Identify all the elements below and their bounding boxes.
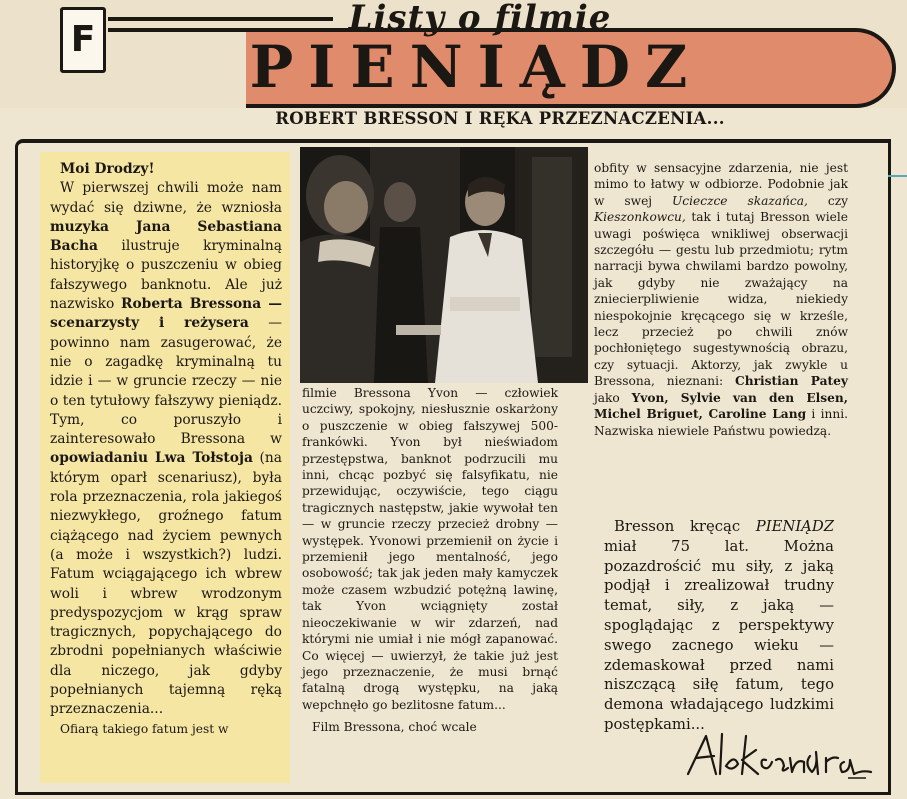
text-run: W pierwszej chwili może nam wydać się dziwne, że wzniosła (50, 180, 282, 216)
italic-title: Kieszonkowcu, (594, 210, 686, 225)
paragraph (604, 517, 834, 735)
paragraph: Ofiarą takiego fatum jest w (60, 721, 229, 736)
text-run: (na którym oparł scenariusz), była rola przeznaczenia, rola jakiegoś niezwykłego, groźnego fatum ciążącego nad życiem pewnych (a może i wszystkich?) ludzi. Fatum wciągającego ich wbrew woli i wbrew wrodzonym predyspozycjom w krąg spraw tragicznych, popychającego do zbrodni popełnianych właściwie dla niczego, jak gdyby popełnianych tajemną ręką przeznaczenia... (50, 450, 282, 718)
text-run: miał 75 lat. Można pozazdrościć mu siły, z jaką podjął i zrealizował trudny temat, siły, z jaką — spoglądając z perspektywy swego zacnego wieku — zdemaskował przed nami niszczącą siłę fatum, tego demona władającego ludzkimi postępkami... (604, 537, 834, 733)
section-letter-box: F (60, 7, 106, 73)
italic-title: Ucieczce skazańca, (672, 193, 808, 208)
text-run: jako (594, 390, 632, 405)
bold-phrase: muzyka Jana Sebastiana Bacha (50, 218, 282, 255)
film-still-photo (300, 147, 588, 383)
bold-phrase: Yvon, Sylvie van den Elsen, Michel Briguet, Caroline Lang (594, 390, 848, 422)
bold-phrase: opowiadaniu Lwa Tołstoja (50, 450, 253, 467)
text-run: czy (807, 193, 848, 208)
bold-phrase: Roberta Bressona — scenarzysty i reżysera (50, 296, 282, 332)
paragraph: filmie Bressona Yvon — człowiek uczciwy, spokojny, niesłusznie oskarżony o puszczenie w obieg fałszywej 500-frankówki. Yvon był nieświadom przestępstwa, banknot podrzucili mu inni, chcąc pozbyć się falsyfikatu, nie przewidując, oczywiście, tego ciągu tragicznych następstw, jakie wywołał ten — w gruncie rzeczy przecież drobny — występek. Yvonowi przemienił on życie i przemienił jego mentalność, jego osobowość; tak jak jeden mały kamyczek może czasem wzbudzić potężną lawinę, tak Yvon wciągnięty został nieoczekiwanie w wir zdarzeń, nad którymi nie umiał i nie mógł zapanować. Co więcej — uwierzył, że takie już jest jego przeznaczenie, że musi brnąć fatalną drogą występku, na jaką wepchnęło go bezlitosne fatum... (302, 386, 558, 712)
text-run: — powinno nam zasugerować, że nie o zagadkę kryminalną tu idzie i — w gruncie rzeczy — nie o ten tytułowy fałszywy pieniądz. Tym, co poruszyło i zainteresowało Bressona w (50, 315, 283, 448)
article-column-2 (302, 385, 558, 736)
paragraph (594, 160, 848, 439)
paragraph (50, 179, 282, 719)
header-rule (108, 17, 333, 21)
text-run: Bresson kręcąc (614, 518, 756, 535)
series-title: Listy o filmie (348, 0, 612, 38)
italic-title: PIENIĄDZ (755, 518, 834, 535)
paragraph: Film Bressona, choć wcale (312, 720, 477, 735)
bold-phrase: Christian Patey (735, 374, 848, 389)
closing-paragraph (604, 517, 834, 735)
text-run: ilustruje kryminalną historyjkę o puszczeniu w obieg fałszywego banknotu. Ale już nazwisko (50, 238, 282, 313)
text-run: tak i tutaj Bresson wiele uwagi poświęca wnikliwej obserwacji szczegółu — gestu lub przedmiotu; rytm narracji bywa chwilami bardzo powolny, jak gdyby nie zważający na zniecierpliwienie widza, niekiedy niespokojnie kręcącego się w krześle, lecz przecież po chwili znów pochłoniętego sugestywnością obrazu, czy sytuacji. Aktorzy, jak zwykle u Bressona, nieznani: (594, 210, 848, 389)
article-column-3 (594, 160, 848, 439)
article-title: PIENIĄDZ (249, 33, 703, 101)
banner-rule (108, 28, 248, 32)
margin-mark (888, 175, 907, 177)
article-column-1 (50, 160, 282, 739)
film-still-illustration (300, 147, 588, 383)
text-run: i inni. Nazwiska niewiele Państwu powiedzą. (594, 407, 849, 438)
text-run: obfity w sensacyjne zdarzenia, nie jest mimo to łatwy w odbiorze. Podobnie jak w swej (594, 161, 848, 208)
salutation: Moi Drodzy! (60, 161, 155, 177)
article-subtitle: ROBERT BRESSON I RĘKA PRZEZNACZENIA... (275, 109, 725, 128)
handwritten-signature (676, 726, 876, 786)
